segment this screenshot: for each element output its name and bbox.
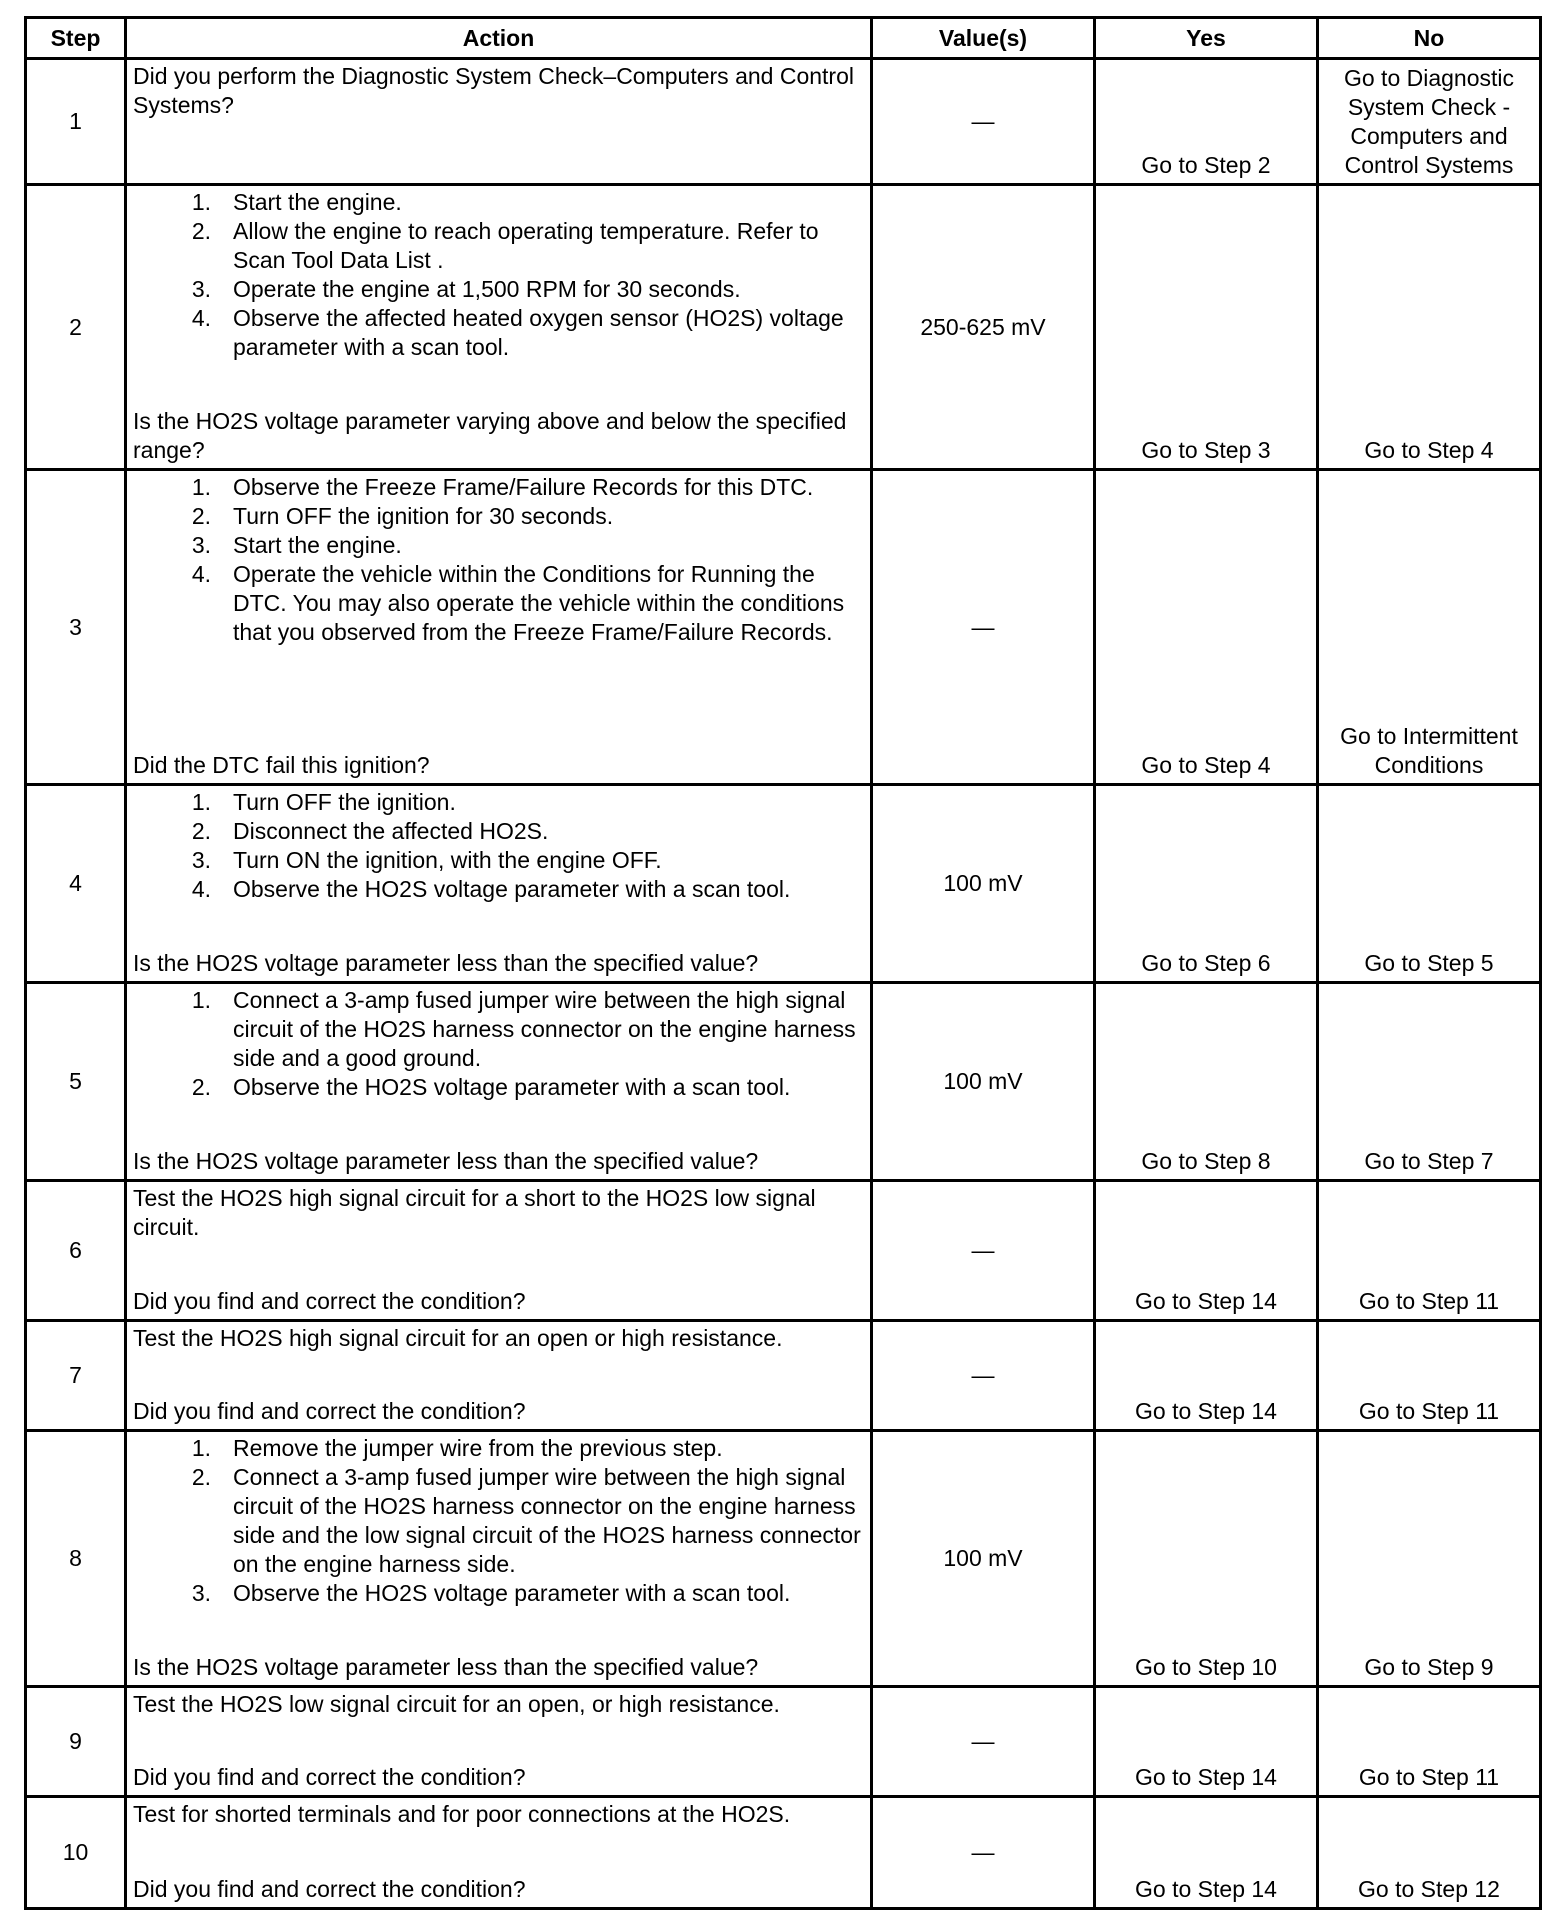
list-item-text: Start the engine. bbox=[233, 189, 402, 215]
value-cell: — bbox=[872, 1687, 1095, 1797]
list-item-text: Disconnect the affected HO2S. bbox=[233, 818, 549, 844]
no-cell: Go to Intermittent Conditions bbox=[1318, 470, 1541, 785]
list-item-number: 3. bbox=[191, 1580, 211, 1606]
list-item bbox=[133, 1463, 864, 1579]
step-number-cell: 7 bbox=[26, 1321, 126, 1431]
action-steps-list bbox=[133, 1434, 864, 1608]
list-item-text: Connect a 3-amp fused jumper wire between the high signal circuit of the HO2S harness connector on the engine harness side and a good ground. bbox=[233, 987, 856, 1071]
step-number-cell: 6 bbox=[26, 1181, 126, 1321]
list-item bbox=[133, 986, 864, 1073]
action-top bbox=[133, 986, 864, 1102]
value-cell: 250-625 mV bbox=[872, 185, 1095, 470]
action-content bbox=[133, 62, 864, 180]
action-top bbox=[133, 788, 864, 904]
list-item bbox=[133, 531, 864, 560]
action-content bbox=[133, 788, 864, 978]
list-item bbox=[133, 188, 864, 217]
table-body bbox=[26, 59, 1541, 1909]
action-top bbox=[133, 1690, 864, 1719]
header-yes: Yes bbox=[1095, 18, 1318, 59]
action-steps-list bbox=[133, 473, 864, 647]
action-text: Test the HO2S low signal circuit for an open, or high resistance. bbox=[133, 1691, 780, 1717]
step-number-cell: 1 bbox=[26, 59, 126, 185]
step-number-cell: 9 bbox=[26, 1687, 126, 1797]
list-item-text: Operate the engine at 1,500 RPM for 30 seconds. bbox=[233, 276, 741, 302]
value-cell: — bbox=[872, 1321, 1095, 1431]
action-steps-list bbox=[133, 788, 864, 904]
list-item-text: Turn OFF the ignition. bbox=[233, 789, 456, 815]
list-item-text: Remove the jumper wire from the previous step. bbox=[233, 1435, 723, 1461]
action-content bbox=[133, 986, 864, 1176]
value-cell: 100 mV bbox=[872, 1431, 1095, 1687]
action-question: Did you find and correct the condition? bbox=[133, 1288, 526, 1314]
list-item-text: Observe the Freeze Frame/Failure Records for this DTC. bbox=[233, 474, 814, 500]
action-question: Did you find and correct the condition? bbox=[133, 1876, 526, 1902]
header-no: No bbox=[1318, 18, 1541, 59]
yes-cell: Go to Step 14 bbox=[1095, 1181, 1318, 1321]
yes-cell: Go to Step 6 bbox=[1095, 785, 1318, 983]
list-item bbox=[133, 304, 864, 362]
action-top bbox=[133, 1184, 864, 1242]
list-item-number: 1. bbox=[191, 789, 211, 815]
value-cell: 100 mV bbox=[872, 785, 1095, 983]
header-values: Value(s) bbox=[872, 18, 1095, 59]
list-item-number: 2. bbox=[191, 1074, 211, 1100]
action-question: Is the HO2S voltage parameter less than the specified value? bbox=[133, 950, 759, 976]
value-cell: — bbox=[872, 470, 1095, 785]
action-content bbox=[133, 1690, 864, 1792]
header-step: Step bbox=[26, 18, 126, 59]
diagnostic-table bbox=[24, 16, 1542, 1910]
list-item bbox=[133, 473, 864, 502]
list-item-text: Observe the HO2S voltage parameter with a scan tool. bbox=[233, 1580, 791, 1606]
list-item-number: 2. bbox=[191, 1464, 211, 1490]
step-number-cell: 4 bbox=[26, 785, 126, 983]
yes-cell: Go to Step 4 bbox=[1095, 470, 1318, 785]
diagnostic-table-container bbox=[24, 16, 1539, 1910]
list-item-text: Observe the HO2S voltage parameter with a scan tool. bbox=[233, 1074, 791, 1100]
table-row bbox=[26, 983, 1541, 1181]
list-item bbox=[133, 1434, 864, 1463]
list-item bbox=[133, 275, 864, 304]
no-cell: Go to Step 5 bbox=[1318, 785, 1541, 983]
list-item bbox=[133, 817, 864, 846]
list-item-text: Allow the engine to reach operating temperature. Refer to Scan Tool Data List . bbox=[233, 218, 819, 273]
yes-cell: Go to Step 14 bbox=[1095, 1687, 1318, 1797]
list-item bbox=[133, 560, 864, 647]
list-item-text: Observe the affected heated oxygen sensor (HO2S) voltage parameter with a scan tool. bbox=[233, 305, 844, 360]
action-cell bbox=[126, 1321, 872, 1431]
list-item-text: Start the engine. bbox=[233, 532, 402, 558]
action-text: Did you perform the Diagnostic System Check–Computers and Control Systems? bbox=[133, 63, 854, 118]
action-top bbox=[133, 1324, 864, 1353]
table-row bbox=[26, 185, 1541, 470]
no-cell: Go to Step 11 bbox=[1318, 1181, 1541, 1321]
no-cell: Go to Step 9 bbox=[1318, 1431, 1541, 1687]
value-cell: — bbox=[872, 59, 1095, 185]
action-top bbox=[133, 1434, 864, 1608]
list-item-number: 3. bbox=[191, 532, 211, 558]
header-row bbox=[26, 18, 1541, 59]
list-item-number: 4. bbox=[191, 876, 211, 902]
table-row bbox=[26, 470, 1541, 785]
list-item-text: Turn ON the ignition, with the engine OFF. bbox=[233, 847, 662, 873]
step-number-cell: 2 bbox=[26, 185, 126, 470]
step-number-cell: 8 bbox=[26, 1431, 126, 1687]
step-number-cell: 5 bbox=[26, 983, 126, 1181]
action-top bbox=[133, 1800, 864, 1829]
no-cell: Go to Step 4 bbox=[1318, 185, 1541, 470]
table-row bbox=[26, 1687, 1541, 1797]
action-question: Did you find and correct the condition? bbox=[133, 1764, 526, 1790]
table-row bbox=[26, 1181, 1541, 1321]
value-cell: — bbox=[872, 1797, 1095, 1909]
list-item-number: 1. bbox=[191, 189, 211, 215]
action-text: Test the HO2S high signal circuit for an open or high resistance. bbox=[133, 1325, 783, 1351]
yes-cell: Go to Step 14 bbox=[1095, 1797, 1318, 1909]
action-cell bbox=[126, 470, 872, 785]
no-cell: Go to Step 11 bbox=[1318, 1687, 1541, 1797]
list-item-text: Turn OFF the ignition for 30 seconds. bbox=[233, 503, 614, 529]
action-question: Did you find and correct the condition? bbox=[133, 1398, 526, 1424]
action-content bbox=[133, 1434, 864, 1682]
list-item bbox=[133, 875, 864, 904]
yes-cell: Go to Step 10 bbox=[1095, 1431, 1318, 1687]
list-item bbox=[133, 502, 864, 531]
action-content bbox=[133, 188, 864, 465]
action-steps-list bbox=[133, 188, 864, 362]
table-row bbox=[26, 59, 1541, 185]
action-steps-list bbox=[133, 986, 864, 1102]
yes-cell: Go to Step 14 bbox=[1095, 1321, 1318, 1431]
action-question: Is the HO2S voltage parameter less than the specified value? bbox=[133, 1654, 759, 1680]
list-item-text: Observe the HO2S voltage parameter with a scan tool. bbox=[233, 876, 791, 902]
list-item-number: 2. bbox=[191, 218, 211, 244]
list-item-number: 1. bbox=[191, 474, 211, 500]
list-item-number: 4. bbox=[191, 561, 211, 587]
action-top bbox=[133, 62, 864, 120]
no-cell: Go to Step 12 bbox=[1318, 1797, 1541, 1909]
list-item bbox=[133, 788, 864, 817]
list-item-text: Operate the vehicle within the Conditions for Running the DTC. You may also operate the vehicle within the conditions that you observed from the Freeze Frame/Failure Records. bbox=[233, 561, 845, 645]
action-text: Test for shorted terminals and for poor connections at the HO2S. bbox=[133, 1801, 791, 1827]
value-cell: 100 mV bbox=[872, 983, 1095, 1181]
list-item-number: 3. bbox=[191, 276, 211, 302]
table-row bbox=[26, 785, 1541, 983]
action-cell bbox=[126, 1797, 872, 1909]
action-content bbox=[133, 1800, 864, 1904]
table-row bbox=[26, 1321, 1541, 1431]
action-cell bbox=[126, 185, 872, 470]
action-cell bbox=[126, 1181, 872, 1321]
action-cell bbox=[126, 1431, 872, 1687]
action-cell bbox=[126, 785, 872, 983]
action-cell bbox=[126, 59, 872, 185]
action-question: Is the HO2S voltage parameter less than the specified value? bbox=[133, 1148, 759, 1174]
no-cell: Go to Diagnostic System Check - Computers and Control Systems bbox=[1318, 59, 1541, 185]
action-content bbox=[133, 1184, 864, 1316]
list-item-text: Connect a 3-amp fused jumper wire between the high signal circuit of the HO2S harness connector on the engine harness side and the low signal circuit of the HO2S harness connector on the engine harness side. bbox=[233, 1464, 861, 1577]
action-top bbox=[133, 473, 864, 647]
list-item-number: 1. bbox=[191, 987, 211, 1013]
yes-cell: Go to Step 3 bbox=[1095, 185, 1318, 470]
list-item bbox=[133, 1073, 864, 1102]
action-question: Did the DTC fail this ignition? bbox=[133, 752, 430, 778]
list-item bbox=[133, 217, 864, 275]
action-content bbox=[133, 1324, 864, 1426]
value-cell: — bbox=[872, 1181, 1095, 1321]
step-number-cell: 10 bbox=[26, 1797, 126, 1909]
header-action: Action bbox=[126, 18, 872, 59]
table-row bbox=[26, 1431, 1541, 1687]
no-cell: Go to Step 7 bbox=[1318, 983, 1541, 1181]
list-item-number: 4. bbox=[191, 305, 211, 331]
action-cell bbox=[126, 1687, 872, 1797]
list-item-number: 3. bbox=[191, 847, 211, 873]
step-number-cell: 3 bbox=[26, 470, 126, 785]
list-item-number: 2. bbox=[191, 818, 211, 844]
no-cell: Go to Step 11 bbox=[1318, 1321, 1541, 1431]
action-question: Is the HO2S voltage parameter varying above and below the specified range? bbox=[133, 408, 847, 463]
action-cell bbox=[126, 983, 872, 1181]
list-item bbox=[133, 1579, 864, 1608]
yes-cell: Go to Step 2 bbox=[1095, 59, 1318, 185]
table-row bbox=[26, 1797, 1541, 1909]
list-item-number: 1. bbox=[191, 1435, 211, 1461]
list-item bbox=[133, 846, 864, 875]
list-item-number: 2. bbox=[191, 503, 211, 529]
action-content bbox=[133, 473, 864, 780]
action-text: Test the HO2S high signal circuit for a short to the HO2S low signal circuit. bbox=[133, 1185, 816, 1240]
action-top bbox=[133, 188, 864, 362]
yes-cell: Go to Step 8 bbox=[1095, 983, 1318, 1181]
